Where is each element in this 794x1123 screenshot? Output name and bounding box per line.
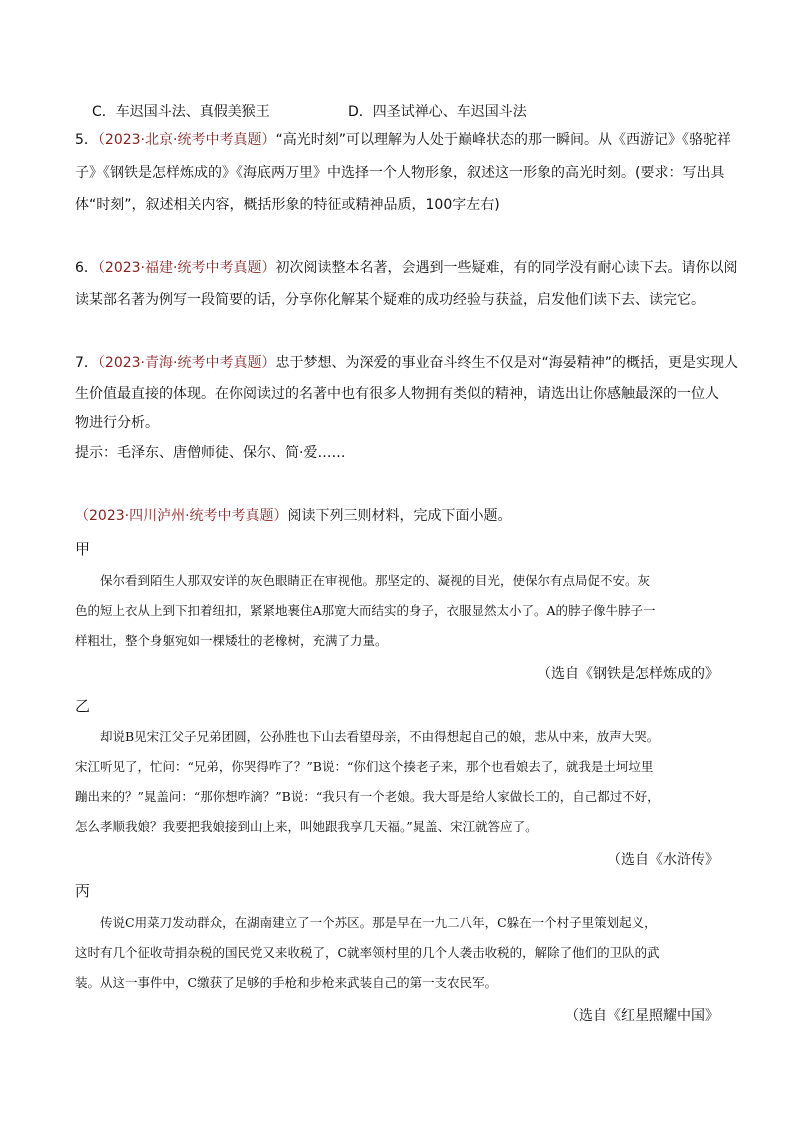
- question-number: 6．: [75, 260, 98, 276]
- passage-yi-label: 乙: [75, 697, 91, 715]
- passage-yi-line-1: 却说B见宋江父子兄弟团圆，公孙胜也下山去看望母亲，不由得想起自己的娘，悲从中来，放声大哭。: [100, 729, 660, 744]
- group-source: （2023·四川泸州·统考中考真题）: [75, 508, 288, 524]
- question-text: 初次阅读整本名著，会遇到一些疑难，有的同学没有耐心读下去。请你以阅: [275, 260, 738, 276]
- question-5-line-2: 子》《钢铁是怎样炼成的》《海底两万里》中选择一个人物形象，叙述这一形象的高光时刻。(要求：写出具: [75, 165, 725, 181]
- passage-yi-cite: （选自《水浒传》: [607, 852, 719, 868]
- passage-jia-cite: （选自《钢铁是怎样炼成的》: [537, 666, 719, 682]
- question-7-hint: 提示：毛泽东、唐僧师徒、保尔、简·爱……: [75, 445, 346, 461]
- passage-yi-line-4: 怎么孝顺我娘？我要把我娘接到山上来，叫她跟我享几天福。”晁盖、宋江就答应了。: [75, 819, 538, 834]
- option-d: D．四圣试禅心、车迟国斗法: [348, 104, 527, 120]
- question-7-line-3: 物进行分析。: [75, 415, 159, 431]
- passage-bing-line-1: 传说C用菜刀发动群众，在湖南建立了一个苏区。那是早在一九二八年，C躲在一个村子里策划起义，: [100, 915, 657, 930]
- passage-bing-cite: （选自《红星照耀中国》: [565, 1008, 719, 1024]
- passage-jia-line-1: 保尔看到陌生人那双安详的灰色眼睛正在审视他。那坚定的、凝视的目光，使保尔有点局促不安。灰: [100, 573, 651, 588]
- passage-jia-label: 甲: [75, 540, 91, 558]
- question-5-line-3: 体“时刻”，叙述相关内容，概括形象的特征或精神品质，100字左右): [75, 197, 500, 213]
- passage-bing-label: 丙: [75, 882, 91, 900]
- group-instruction: 阅读下列三则材料，完成下面小题。: [287, 508, 512, 524]
- passage-yi-line-2: 宋江听见了，忙问：“兄弟，你哭得咋了？”B说：“你们这个揍老子来，那个也看娘去了，就我是土坷垃里: [75, 759, 654, 774]
- passage-bing-line-3: 装。从这一事件中，C缴获了足够的手枪和步枪来武装自己的第一支农民军。: [75, 975, 498, 990]
- passage-jia-line-2: 色的短上衣从上到下扣着纽扣，紧紧地裹住A那宽大而结实的身子，衣服显然太小了。A的脖子像牛脖子一: [75, 603, 656, 618]
- option-c: C．车迟国斗法、真假美猴王: [92, 104, 270, 120]
- passage-bing-line-2: 这时有几个征收苛捐杂税的国民党又来收税了，C就率领村里的几个人袭击收税的，解除了他们的卫队的武: [75, 945, 660, 960]
- question-7-line-1: [75, 353, 738, 373]
- question-7-line-2: 生价值最直接的体现。在你阅读过的名著中也有很多人物拥有类似的精神，请选出让你感触最深的一位人: [75, 386, 719, 402]
- question-6-line-2: 读某部名著为例写一段简要的话，分享你化解某个疑难的成功经验与获益，启发他们读下去、读完它。: [75, 292, 705, 308]
- question-source: （2023·福建·统考中考真题）: [97, 260, 276, 276]
- question-number: 5．: [75, 132, 98, 148]
- question-6-line-1: [75, 258, 737, 278]
- question-number: 7．: [75, 355, 98, 371]
- question-text: 忠于梦想、为深爱的事业奋斗终生不仅是对“海晏精神”的概括，更是实现人: [275, 355, 738, 371]
- group-heading: [75, 506, 512, 526]
- question-source: （2023·青海·统考中考真题）: [97, 355, 276, 371]
- question-text: “高光时刻”可以理解为人处于巅峰状态的那一瞬间。从《西游记》《骆驼祥: [275, 132, 731, 148]
- passage-yi-line-3: 蹦出来的？”晁盖问：“那你想咋滴？”B说：“我只有一个老娘。我大哥是给人家做长工的，自己都过不好，: [75, 789, 660, 804]
- passage-jia-line-3: 样粗壮，整个身躯宛如一棵矮壮的老橡树，充满了力量。: [75, 633, 388, 648]
- question-5-line-1: [75, 130, 731, 150]
- question-source: （2023·北京·统考中考真题）: [97, 132, 276, 148]
